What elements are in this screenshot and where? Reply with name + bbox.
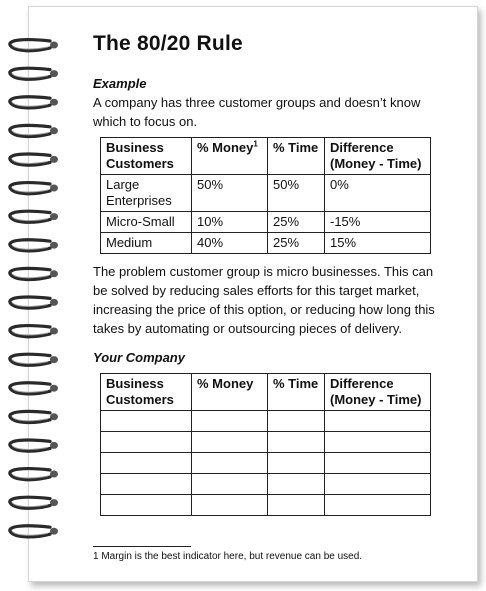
table-row bbox=[101, 233, 431, 254]
your-company-label: Your Company bbox=[93, 350, 185, 365]
blank-table-row bbox=[101, 432, 431, 453]
spiral-coil bbox=[10, 354, 58, 365]
blank-cell bbox=[101, 411, 192, 432]
blank-cell bbox=[325, 432, 431, 453]
cell-time: 50% bbox=[268, 175, 325, 212]
cell-money: 40% bbox=[192, 233, 268, 254]
header-money: % Money bbox=[192, 374, 268, 411]
header-money: % Money$^1$ bbox=[192, 138, 268, 175]
cell-customer: Micro-Small bbox=[101, 212, 192, 233]
spiral-coil bbox=[10, 440, 58, 451]
example-table-header bbox=[101, 138, 431, 175]
blank-cell bbox=[325, 495, 431, 516]
cell-difference: 15% bbox=[325, 233, 431, 254]
blank-cell bbox=[101, 432, 192, 453]
header-time: % Time bbox=[268, 374, 325, 411]
spiral-coil bbox=[10, 68, 58, 79]
blank-cell bbox=[268, 495, 325, 516]
blank-cell bbox=[101, 474, 192, 495]
cell-time: 25% bbox=[268, 233, 325, 254]
spiral-coil bbox=[10, 154, 58, 165]
spiral-coil bbox=[10, 125, 58, 136]
header-difference: Difference (Money - Time) bbox=[325, 374, 431, 411]
table-row bbox=[101, 212, 431, 233]
blank-cell bbox=[268, 474, 325, 495]
spiral-coil bbox=[10, 383, 58, 394]
spiral-coil bbox=[10, 526, 58, 537]
footnote: 1 Margin is the best indicator here, but revenue can be used. bbox=[93, 551, 363, 562]
blank-cell bbox=[192, 411, 268, 432]
blank-table-row bbox=[101, 495, 431, 516]
cell-money: 50% bbox=[192, 175, 268, 212]
blank-table-row bbox=[101, 474, 431, 495]
your-company-table-header bbox=[101, 374, 431, 411]
blank-cell bbox=[325, 453, 431, 474]
spiral-coil bbox=[10, 97, 58, 108]
cell-difference: -15% bbox=[325, 212, 431, 233]
blank-cell bbox=[192, 432, 268, 453]
table-row bbox=[101, 175, 431, 212]
spiral-coil bbox=[10, 268, 58, 279]
blank-cell bbox=[325, 411, 431, 432]
spiral-coil bbox=[10, 40, 58, 51]
blank-cell bbox=[268, 432, 325, 453]
spiral-coil bbox=[10, 326, 58, 337]
blank-cell bbox=[101, 453, 192, 474]
spiral-coil bbox=[10, 497, 58, 508]
blank-cell bbox=[192, 453, 268, 474]
spiral-coil bbox=[10, 411, 58, 422]
page-title: The 80/20 Rule bbox=[93, 32, 243, 55]
cell-customer: Large Enterprises bbox=[101, 175, 192, 212]
cell-money: 10% bbox=[192, 212, 268, 233]
blank-cell bbox=[325, 474, 431, 495]
header-time: % Time bbox=[268, 138, 325, 175]
cell-difference: 0% bbox=[325, 175, 431, 212]
blank-cell bbox=[192, 495, 268, 516]
blank-table-row bbox=[101, 411, 431, 432]
spiral-coil bbox=[10, 211, 58, 222]
your-company-table bbox=[100, 373, 431, 516]
blank-cell bbox=[192, 474, 268, 495]
example-conclusion: The problem customer group is micro businesses. This can be solved by reducing sales efforts for this target market, increasing the price of this option, or reducing how long this takes by automating or outsourcing pieces of delivery. bbox=[93, 264, 435, 336]
cell-time: 25% bbox=[268, 212, 325, 233]
spiral-coil bbox=[10, 183, 58, 194]
blank-cell bbox=[268, 453, 325, 474]
spiral-binding bbox=[4, 34, 64, 554]
footnote-marker: 1 bbox=[253, 139, 258, 149]
blank-table-row bbox=[101, 453, 431, 474]
example-table bbox=[100, 137, 431, 254]
blank-cell bbox=[268, 411, 325, 432]
header-business-customers: Business Customers bbox=[101, 138, 192, 175]
footnote-divider bbox=[93, 546, 191, 547]
header-difference: Difference (Money - Time) bbox=[325, 138, 431, 175]
example-intro: A company has three customer groups and doesn’t know which to focus on. bbox=[93, 95, 421, 129]
spiral-coil bbox=[10, 297, 58, 308]
cell-customer: Medium bbox=[101, 233, 192, 254]
spiral-coil bbox=[10, 469, 58, 480]
header-business-customers: Business Customers bbox=[101, 374, 192, 411]
spiral-coil bbox=[10, 240, 58, 251]
blank-cell bbox=[101, 495, 192, 516]
example-label: Example bbox=[93, 76, 147, 91]
